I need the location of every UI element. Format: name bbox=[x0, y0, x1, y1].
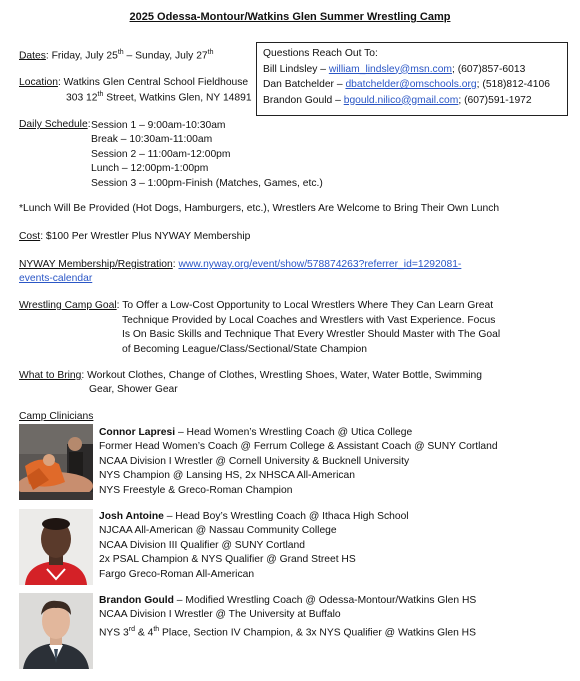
goal-line: To Offer a Low-Cost Opportunity to Local Wrestlers Where They Can Learn Great bbox=[122, 300, 494, 311]
cost-label: Cost bbox=[19, 231, 41, 242]
bring-line2: Gear, Shower Gear bbox=[89, 384, 178, 395]
goal-line: Technique Provided by Local Coaches and Wrestlers with Vast Experience. Focus bbox=[122, 315, 496, 326]
lunch-note: *Lunch Will Be Provided (Hot Dogs, Hamburgers, etc.), Wrestlers Are Welcome to Bring Their Own Lunch bbox=[19, 203, 500, 214]
contact-email-link[interactable]: william_lindsley@msn.com bbox=[328, 63, 453, 75]
goal-line: Is On Basic Skills and Technique That Every Wrestler Should Master with The Goal bbox=[122, 329, 501, 341]
schedule-list bbox=[91, 119, 323, 191]
nyway-label: NYWAY Membership/Registration bbox=[19, 259, 173, 270]
schedule-item: Session 2 – 11:00am-12:00pm bbox=[91, 148, 231, 160]
contact-phone: ; (518)812-4106 bbox=[476, 79, 550, 90]
contact-row bbox=[263, 62, 561, 78]
clinician-josh bbox=[99, 510, 409, 582]
location-line1: Watkins Glen Central School Fieldhouse bbox=[63, 77, 249, 88]
dates-end-sup: th bbox=[207, 49, 214, 56]
clinician-role: – Head Women’s Wrestling Coach @ Utica College bbox=[175, 427, 413, 438]
clinician-connor bbox=[99, 426, 498, 498]
contact-name: Dan Batchelder – bbox=[263, 79, 346, 90]
clinicians-heading: Camp Clinicians bbox=[19, 411, 94, 422]
goal-text bbox=[122, 314, 500, 357]
clinician-name: Josh Antoine bbox=[99, 511, 164, 522]
clinician-role: – Modified Wrestling Coach @ Odessa-Montour/Watkins Glen HS bbox=[173, 595, 477, 606]
contact-row bbox=[263, 93, 561, 109]
headshot-photo-icon bbox=[19, 593, 93, 669]
wrestling-coach-photo-icon bbox=[19, 424, 93, 500]
clinician-photo-brandon bbox=[19, 593, 93, 669]
clinician-detail: Fargo Greco-Roman All-American bbox=[99, 568, 255, 580]
contact-phone: ; (607)591-1972 bbox=[458, 94, 532, 106]
location-row: Location: Watkins Glen Central School Fieldhouse bbox=[19, 77, 249, 88]
contact-email-link[interactable]: bgould.nilico@gmail.com bbox=[343, 94, 459, 106]
bring-row: What to Bring: Workout Clothes, Change of Clothes, Wrestling Shoes, Water, Water Bottle, Swimming bbox=[19, 370, 483, 381]
schedule-item: Session 3 – 1:00pm-Finish (Matches, Games, etc.) bbox=[91, 177, 323, 189]
dates-start: Friday, July 25 bbox=[51, 50, 118, 62]
goal-line: of Becoming League/Class/Sectional/State Champion bbox=[122, 343, 367, 355]
clinician-detail: NCAA Division III Qualifier @ SUNY Cortland bbox=[99, 539, 305, 551]
clinician-name: Connor Lapresi bbox=[99, 427, 176, 438]
location-label: Location bbox=[19, 77, 58, 88]
schedule-item: Lunch – 12:00pm-1:00pm bbox=[91, 163, 209, 175]
clinician-photo-connor bbox=[19, 424, 93, 500]
page-title: 2025 Odessa-Montour/Watkins Glen Summer Wrestling Camp bbox=[129, 11, 451, 23]
clinician-detail: NYS Champion @ Lansing HS, 2x NHSCA All-American bbox=[99, 470, 355, 482]
contact-name: Bill Lindsley – bbox=[263, 63, 329, 75]
clinician-name: Brandon Gould bbox=[99, 595, 174, 606]
contact-name: Brandon Gould – bbox=[263, 94, 344, 106]
contact-email-link[interactable]: dbatchelder@omschools.org bbox=[345, 79, 477, 90]
dates-row: Dates: Friday, July 25th – Sunday, July 27th bbox=[19, 49, 214, 62]
headshot-photo-icon bbox=[19, 509, 93, 585]
schedule-item: Session 1 – 9:00am-10:30am bbox=[91, 120, 226, 131]
nyway-row: NYWAY Membership/Registration: www.nyway.org/event/show/578874263?referrer_id=1292081- bbox=[19, 259, 462, 270]
cost-row: Cost: $100 Per Wrestler Plus NYWAY Membership bbox=[19, 231, 251, 242]
clinician-detail: NCAA Division I Wrestler @ The University at Buffalo bbox=[99, 609, 341, 621]
clinician-detail: NJCAA All-American @ Nassau Community College bbox=[99, 525, 337, 537]
location-line2: 303 12th Street, Watkins Glen, NY 14891 bbox=[66, 91, 252, 104]
schedule-label: Daily Schedule bbox=[19, 119, 88, 130]
bring-label: What to Bring bbox=[19, 370, 82, 381]
nyway-link-cont[interactable]: events-calendar bbox=[19, 273, 93, 284]
goal-label: Wrestling Camp Goal bbox=[19, 300, 117, 311]
cost-text: $100 Per Wrestler Plus NYWAY Membership bbox=[45, 231, 251, 242]
clinician-detail: NCAA Division I Wrestler @ Cornell University & Bucknell University bbox=[99, 455, 410, 467]
clinician-detail: 2x PSAL Champion & NYS Qualifier @ Grand Street HS bbox=[99, 554, 356, 566]
clinician-role: – Head Boy’s Wrestling Coach @ Ithaca High School bbox=[163, 511, 409, 522]
schedule-label-row: Daily Schedule: bbox=[19, 119, 91, 130]
contact-row bbox=[263, 77, 561, 93]
clinician-brandon bbox=[99, 594, 476, 641]
nyway-link[interactable]: www.nyway.org/event/show/578874263?referrer_id=1292081- bbox=[178, 259, 462, 270]
clinician-photo-josh bbox=[19, 509, 93, 585]
questions-heading: Questions Reach Out To: bbox=[263, 48, 378, 59]
bring-line1: Workout Clothes, Change of Clothes, Wrestling Shoes, Water, Water Bottle, Swimming bbox=[87, 370, 483, 381]
clinician-detail: NYS Freestyle & Greco-Roman Champion bbox=[99, 484, 293, 496]
dates-end: – Sunday, July 27 bbox=[123, 50, 208, 62]
clinician-detail: Former Head Women’s Coach @ Ferrum College & Assistant Coach @ SUNY Cortland bbox=[99, 441, 498, 453]
questions-box bbox=[256, 42, 568, 116]
goal-label-row: Wrestling Camp Goal: To Offer a Low-Cost Opportunity to Local Wrestlers Where They Can Learn Great bbox=[19, 300, 494, 311]
schedule-item: Break – 10:30am-11:00am bbox=[91, 134, 213, 146]
dates-label: Dates bbox=[19, 50, 46, 62]
dates-start-sup: th bbox=[117, 49, 124, 56]
clinician-detail: NYS 3rd & 4th Place, Section IV Champion, & 3x NYS Qualifier @ Watkins Glen HS bbox=[99, 625, 476, 639]
contact-phone: ; (607)857-6013 bbox=[452, 63, 526, 75]
